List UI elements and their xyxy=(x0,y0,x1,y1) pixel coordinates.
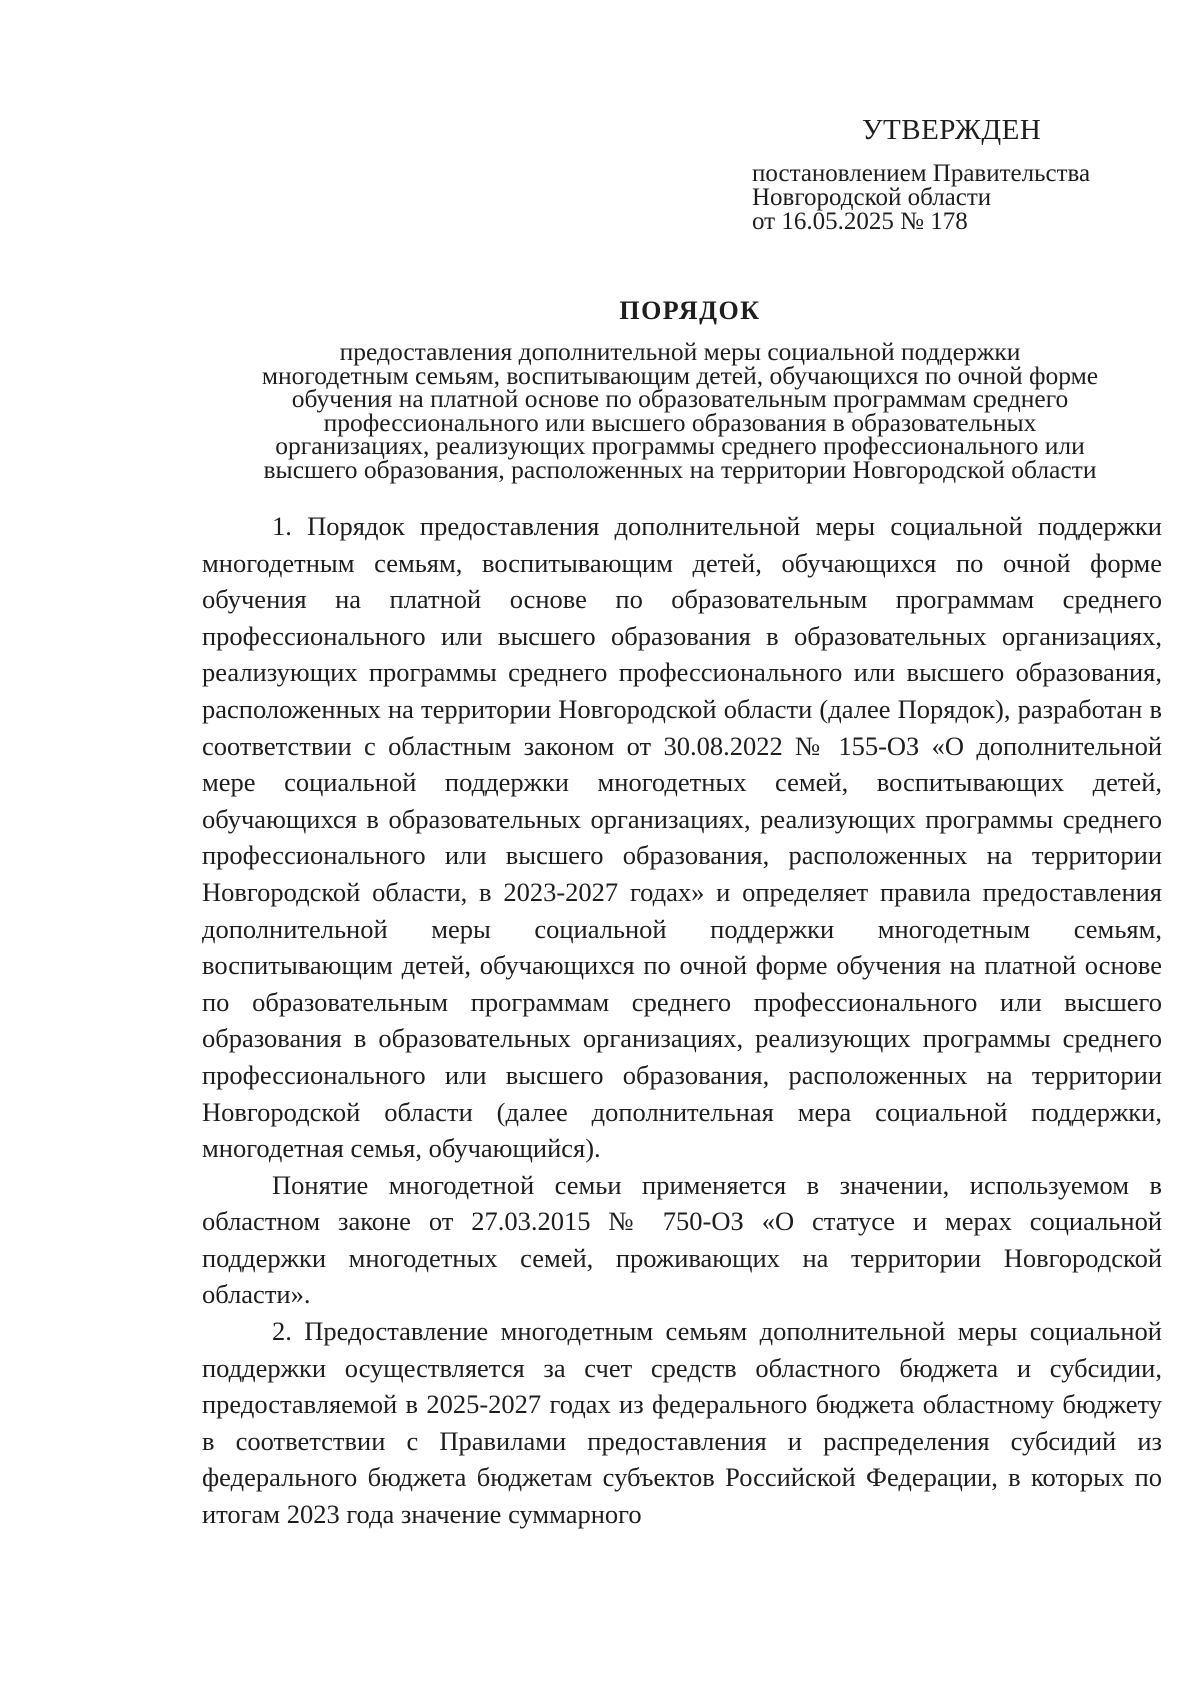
approval-line: от 16.05.2025 № 178 xyxy=(752,208,968,235)
approval-title: УТВЕРЖДЕН xyxy=(862,114,1042,146)
document-subtitle-line: многодетным семьям, воспитывающим детей, обучающихся по очной форме xyxy=(261,360,1099,390)
approval-line: постановлением Правительства xyxy=(752,160,1091,187)
document-subtitle-line: высшего образования, расположенных на территории Новгородской области xyxy=(263,454,1097,484)
paragraph-2: 2. Предоставление многодетным семьям дополнительной меры социальной поддержки осуществляется за счет средств областного бюджета и субсидии, предоставляемой в 2025-2027 годах из федерального бюджета областному бюджету в соответствии с Правилами предоставления и распределения субсидий из федерального бюджета бюджетам субъектов Российской Федерации, в которых по итогам 2023 года значение суммарного xyxy=(202,1316,1162,1530)
document-subtitle-line: предоставления дополнительной меры социальной поддержки xyxy=(339,337,1021,366)
document-body xyxy=(202,508,1162,1533)
paragraph-definition: Понятие многодетной семьи применяется в значении, используемом в областном законе от 27.03.2015 № 750-ОЗ «О статусе и мерах социальной поддержки многодетных семей, проживающих на территории Новгородской области». xyxy=(202,1169,1162,1310)
paragraph-1: 1. Порядок предоставления дополнительной меры социальной поддержки многодетным семьям, воспитывающим детей, обучающихся по очной форме обучения на платной основе по образовательным программам среднего профессионального или высшего образования в образовательных организациях, реализующих программы среднего профессионального или высшего образования, расположенных на территории Новгородской области (далее Порядок), разработан в соответствии с областным законом от 30.08.2022 № 155-ОЗ «О дополнительной мере социальной поддержки многодетных семей, воспитывающих детей, обучающихся в образовательных организациях, реализующих программы среднего профессионального или высшего образования, расположенных на территории Новгородской области, в 2023-2027 годах» и определяет правила предоставления дополнительной меры социальной поддержки многодетным семьям, воспитывающим детей, обучающихся по очной форме обучения на платной основе по образовательным программам среднего профессионального или высшего образования в образовательных организациях, реализующих программы среднего профессионального или высшего образования, расположенных на территории Новгородской области (далее дополнительная мера социальной поддержки, многодетная семья, обучающийся). xyxy=(202,511,1162,1164)
document-title: ПОРЯДОК xyxy=(619,296,761,325)
document-heading xyxy=(200,296,1160,484)
document-subtitle-line: обучения на платной основе по образовательным программам среднего xyxy=(291,384,1069,413)
approval-line: Новгородской области xyxy=(752,184,992,211)
document-subtitle-line: профессионального или высшего образования в образовательных xyxy=(323,407,1037,437)
document-subtitle-line: организациях, реализующих программы среднего профессионального или xyxy=(275,431,1085,460)
approval-stamp xyxy=(752,112,1152,234)
